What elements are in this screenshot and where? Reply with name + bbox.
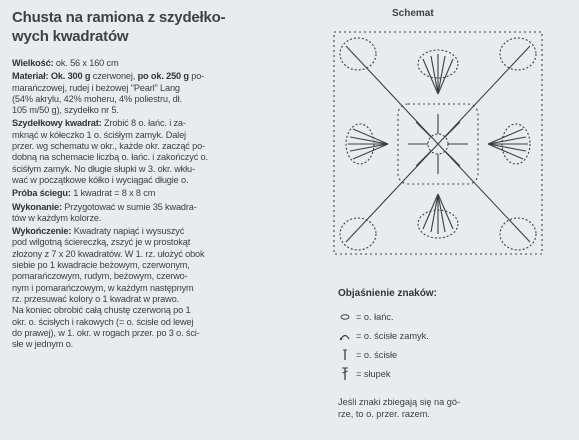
legend-item: = o. łańc. [338,307,568,326]
single-crochet-icon [338,348,352,362]
fan-left [346,124,388,164]
schema-title: Schemat [392,8,434,19]
legend-item: = o. ścisłe zamyk. [338,326,568,345]
finishing-paragraph: Wykończenie: Kwadraty napiąć i wysuszyć pod wilgotną ściereczką, zszyć je w prostokąt złożony z 7 x 20 kwadratów. W 1. rz. ułożyć obok siebie po 1 kwadracie beżowym, czerwonym, pomarańczowym, rudym, beżowym, czerwo- nym i pomarańczowym, w każdym następnym rz. przesuwać kolory o 1 kwadrat w prawo. Na koniec obrobić całą chustę czerwoną po 1 okr. o. ścisłych i rakowych (= o. ścisłe od lewej do prawej), w 1. okr. w rogach przer. po 3 o. ści- słe w jednym o. [12,226,205,350]
crochet-square-paragraph: Szydełkowy kwadrat: Zrobić 8 o. łańc. i za- mknąć w kółeczko 1 o. ściśłym zamyk. Dalej przer. wg schematu w okr., każde okr. zacząć po- dobną na schemacie liczbą o. łańc. i zakończyć o. ściśłym zamyk. No długie słupki w 3. okr. wkłu- wać w początkowe kółko i wyciągać długie o. [12,118,208,185]
corner-loop-tr [500,38,536,70]
legend-note: Jeśli znaki zbiegają się na gó- rze, to o. przer. razem. [338,397,461,419]
legend [338,288,568,420]
legend-item: = słupek [338,364,568,383]
slip-stitch-icon [338,329,352,343]
title-line-2: wych kwadratów [12,28,129,45]
fan-top [418,50,458,94]
gauge-paragraph: Próba ściegu: 1 kwadrat = 8 x 8 cm [12,188,156,199]
execution-paragraph: Wykonanie: Przygotować w sumie 35 kwadra- tów w każdym kolorze. [12,201,197,223]
crochet-granny-square-diagram [328,24,548,264]
corner-loop-bl [340,218,376,250]
article-title [12,8,282,46]
fan-right [488,124,530,164]
fan-bottom [418,194,458,238]
legend-item: = o. ścisłe [338,345,568,364]
material-paragraph: Materiał: Ok. 300 g czerwonej, po ok. 250 g po- marańczowej, rudej i beżowej "Pearl" Lang (54% akrylu, 42% moheru, 4% poliestru, dł. 105 m/50 g), szydełko nr 5. [12,71,205,116]
diagram-column [300,0,579,440]
instructions-column [12,8,282,352]
corner-loop-br [500,218,536,250]
double-crochet-icon [338,367,352,381]
legend-title: Objaśnienie znaków: [338,288,437,299]
chain-stitch-icon [338,310,352,324]
size-paragraph: Wielkość: ok. 56 x 160 cm [12,58,119,68]
title-line-1: Chusta na ramiona z szydełko- [12,9,226,26]
corner-loop-tl [340,38,376,70]
